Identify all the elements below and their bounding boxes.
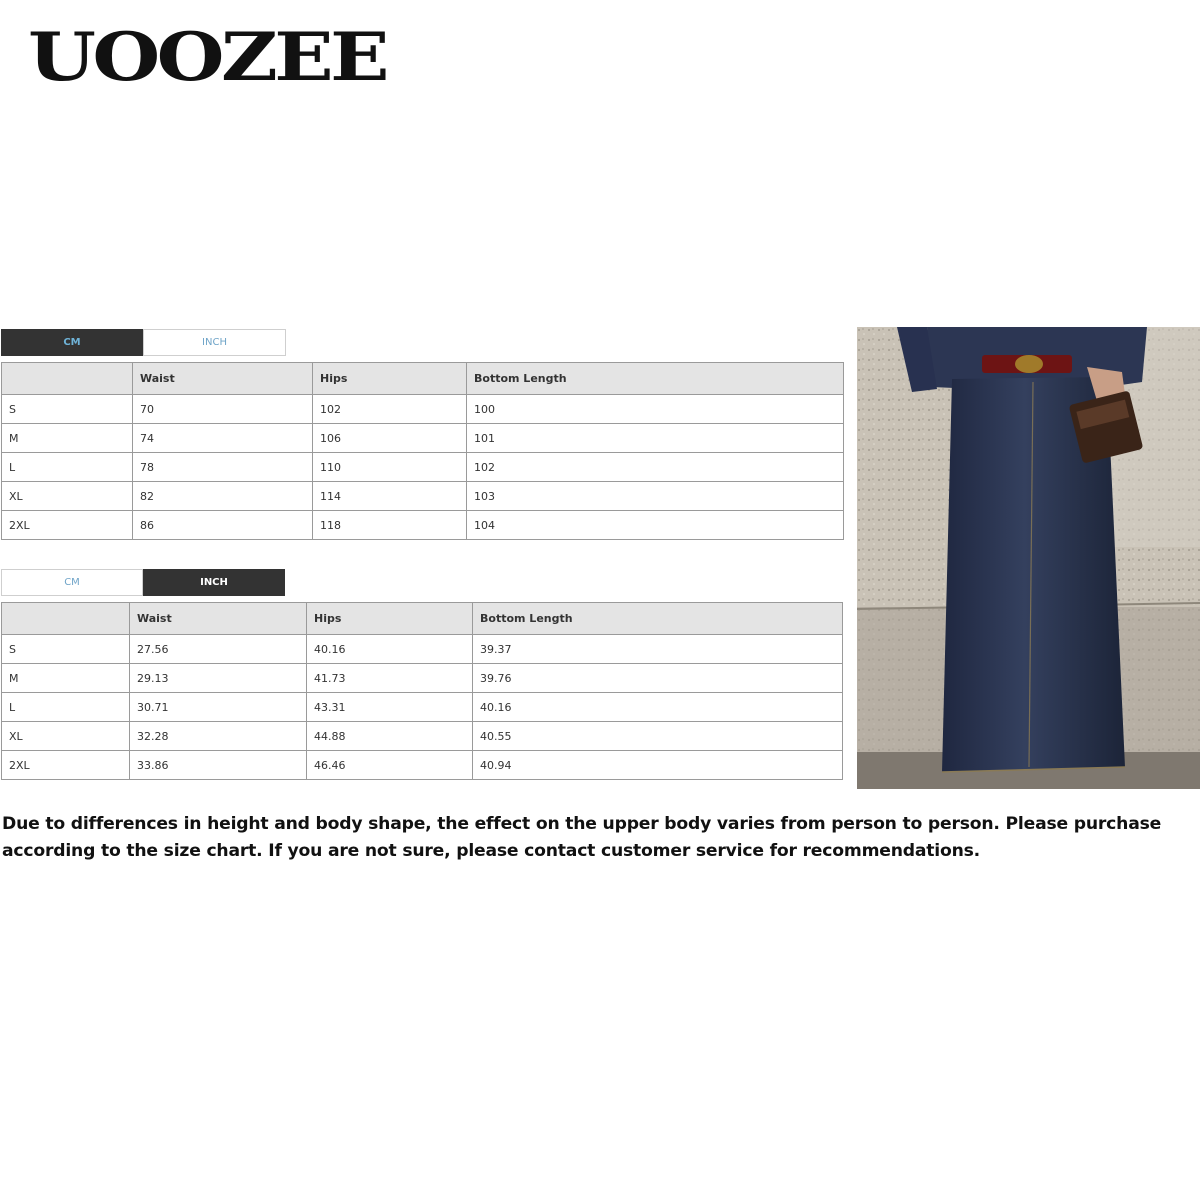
cell-size: M [2, 424, 133, 453]
table-row [2, 664, 843, 693]
cell-hips: 44.88 [307, 722, 473, 751]
cell-size: 2XL [2, 751, 130, 780]
cell-hips: 46.46 [307, 751, 473, 780]
cell-size: XL [2, 722, 130, 751]
cell-waist: 70 [133, 395, 313, 424]
header-size [2, 603, 130, 635]
cell-bottom-length: 103 [467, 482, 844, 511]
cm-chart-tab-cm[interactable]: CM [1, 329, 143, 356]
sizing-notice [2, 811, 1192, 865]
cell-hips: 43.31 [307, 693, 473, 722]
header-hips: Hips [307, 603, 473, 635]
header-hips: Hips [313, 363, 467, 395]
table-row [2, 482, 844, 511]
inch-chart-tab-inch[interactable]: INCH [143, 569, 285, 596]
cm-chart-tab-inch[interactable]: INCH [143, 329, 286, 356]
cm-chart-unit-tabs [1, 329, 286, 356]
table-row [2, 453, 844, 482]
cell-hips: 110 [313, 453, 467, 482]
cell-size: 2XL [2, 511, 133, 540]
header-waist: Waist [133, 363, 313, 395]
cell-hips: 40.16 [307, 635, 473, 664]
product-photo [857, 327, 1200, 789]
cell-bottom-length: 39.76 [473, 664, 843, 693]
size-table-cm [1, 362, 844, 540]
cell-size: XL [2, 482, 133, 511]
cell-size: L [2, 693, 130, 722]
cell-hips: 114 [313, 482, 467, 511]
inch-chart-tab-cm[interactable]: CM [1, 569, 143, 596]
table-row [2, 751, 843, 780]
cell-waist: 33.86 [130, 751, 307, 780]
sizing-notice-line-1: Due to differences in height and body shape, the effect on the upper body varies from person to person. Please purchase [2, 814, 1162, 834]
cell-size: S [2, 395, 133, 424]
header-bottom-length: Bottom Length [473, 603, 843, 635]
table-row [2, 395, 844, 424]
cell-waist: 30.71 [130, 693, 307, 722]
cell-bottom-length: 39.37 [473, 635, 843, 664]
cell-waist: 32.28 [130, 722, 307, 751]
cell-size: S [2, 635, 130, 664]
table-row [2, 511, 844, 540]
table-row [2, 635, 843, 664]
cell-waist: 86 [133, 511, 313, 540]
brand-logo: UOOZEE [28, 18, 386, 96]
cell-bottom-length: 102 [467, 453, 844, 482]
cell-waist: 29.13 [130, 664, 307, 693]
cell-hips: 106 [313, 424, 467, 453]
cell-hips: 102 [313, 395, 467, 424]
cell-size: L [2, 453, 133, 482]
cell-waist: 78 [133, 453, 313, 482]
cell-size: M [2, 664, 130, 693]
cell-waist: 82 [133, 482, 313, 511]
sizing-notice-line-2: according to the size chart. If you are not sure, please contact customer service for recommendations. [2, 841, 980, 861]
cell-bottom-length: 40.94 [473, 751, 843, 780]
size-table-inch [1, 602, 843, 780]
cell-bottom-length: 101 [467, 424, 844, 453]
table-row [2, 722, 843, 751]
cell-bottom-length: 40.16 [473, 693, 843, 722]
table-header-row [2, 603, 843, 635]
table-row [2, 424, 844, 453]
cell-bottom-length: 40.55 [473, 722, 843, 751]
cell-bottom-length: 104 [467, 511, 844, 540]
cell-bottom-length: 100 [467, 395, 844, 424]
header-size [2, 363, 133, 395]
header-waist: Waist [130, 603, 307, 635]
table-header-row [2, 363, 844, 395]
inch-chart-unit-tabs [1, 569, 285, 596]
cell-waist: 74 [133, 424, 313, 453]
header-bottom-length: Bottom Length [467, 363, 844, 395]
cell-hips: 118 [313, 511, 467, 540]
cell-waist: 27.56 [130, 635, 307, 664]
table-row [2, 693, 843, 722]
cell-hips: 41.73 [307, 664, 473, 693]
